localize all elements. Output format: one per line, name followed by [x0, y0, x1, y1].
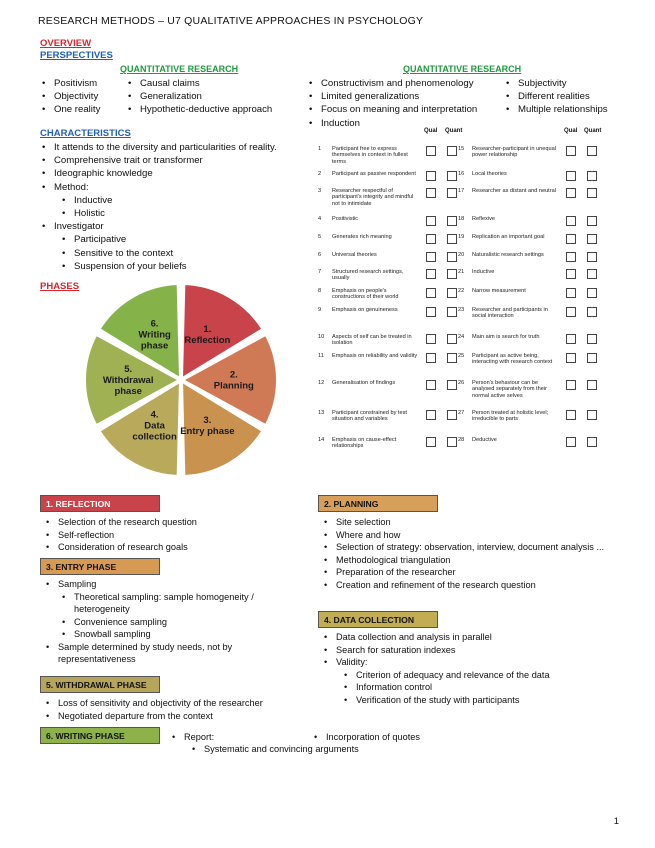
quant-checkbox[interactable] — [587, 410, 597, 420]
list-item: • Report: — [172, 731, 214, 744]
list-item: • Selection of the research question — [46, 516, 306, 529]
list-item: • Subjectivity — [506, 77, 608, 90]
checklist-row-text: Generates rich meaning — [332, 234, 392, 240]
checklist-row-number: 13 — [318, 410, 325, 416]
wheel-label: 5. Withdrawal phase — [102, 364, 154, 397]
page-number: 1 — [613, 816, 619, 827]
checklist-row-number: 7 — [318, 269, 322, 275]
phases-heading: PHASES — [40, 281, 80, 292]
checklist-row-text: Participant free to express themselves in context in fullest terms — [332, 146, 408, 165]
checklist-row-number: 26 — [458, 380, 465, 386]
checklist-row-text: Main aim is search for truth — [472, 334, 540, 340]
qual-checkbox[interactable] — [426, 171, 436, 181]
checklist-row-number: 18 — [458, 216, 465, 222]
characteristics-heading: CHARACTERISTICS — [40, 128, 131, 139]
quantitative-heading: QUANTITATIVE RESEARCH — [120, 64, 239, 74]
qual-checkbox[interactable] — [426, 437, 436, 447]
checklist-row-text: Participant constrained by test situation and variables — [332, 410, 407, 423]
list-item: • Site selection — [324, 516, 624, 529]
list-item: • Loss of sensitivity and objectivity of the researcher — [46, 697, 308, 710]
list-item: • Creation and refinement of the research question — [324, 579, 624, 592]
checklist-row-number: 15 — [458, 146, 465, 152]
list-item: • Convenience sampling — [62, 616, 304, 629]
checklist-row-number: 20 — [458, 252, 465, 258]
checklist-row-text: Researcher respectful of participant's integrity and mindful not to intimidate — [332, 188, 414, 207]
checklist-row-number: 1 — [318, 146, 322, 152]
planning-list — [324, 516, 624, 591]
method-sublist-wrap — [42, 194, 307, 220]
list-item: • Multiple relationships — [506, 103, 608, 116]
qualitative-heading: QUANTITATIVE RESEARCH — [403, 64, 522, 74]
checklist-row-text: Structured research settings, usually — [332, 269, 404, 282]
wheel-label: 6. Writing phase — [138, 318, 171, 352]
list-item: • Search for saturation indexes — [324, 644, 624, 657]
list-item: • Focus on meaning and interpretation — [309, 103, 477, 116]
wheel-label: 3. Entry phase — [180, 415, 235, 438]
qual-checkbox[interactable] — [426, 307, 436, 317]
list-item: • Sensitive to the context — [62, 247, 307, 260]
list-item: • Sampling — [46, 578, 304, 591]
checklist-row-text: Emphasis on reliability and validity — [332, 353, 418, 359]
entry-list — [46, 578, 304, 666]
overview-heading: OVERVIEW — [40, 38, 92, 49]
list-item: • Hypothetic-deductive approach — [128, 103, 272, 116]
checklist-row-text: Participant as passive respondent — [332, 171, 416, 177]
quant-checkbox[interactable] — [447, 307, 457, 317]
list-item: • Holistic — [62, 207, 307, 220]
quant-checkbox[interactable] — [447, 269, 457, 279]
checklist-row-text: Emphasis on people's constructions of their world — [332, 288, 399, 301]
reflection-list — [46, 516, 306, 554]
list-item: • Selection of strategy: observation, interview, document analysis ... — [324, 541, 624, 554]
perspectives-heading: PERSPECTIVES — [40, 50, 113, 61]
list-item: • Self-reflection — [46, 529, 306, 542]
checklist-row-number: 3 — [318, 188, 322, 194]
phases-wheel — [76, 280, 286, 480]
qual-quant-checklist — [316, 128, 621, 468]
column-header-qual: Qual — [424, 128, 438, 134]
checklist-row-number: 17 — [458, 188, 465, 194]
list-item: • Verification of the study with participants — [344, 694, 624, 707]
withdrawal-list — [46, 697, 308, 722]
checklist-row-number: 5 — [318, 234, 322, 240]
document-title: RESEARCH METHODS – U7 QUALITATIVE APPROACHES IN PSYCHOLOGY — [38, 15, 424, 27]
checklist-row-text: Researcher as distant and neutral — [472, 188, 556, 194]
quant-checkbox[interactable] — [587, 188, 597, 198]
checklist-row-text: Inductive — [472, 269, 495, 275]
checklist-row-number: 8 — [318, 288, 322, 294]
qual-checkbox[interactable] — [566, 353, 576, 363]
checklist-row-number: 10 — [318, 334, 325, 340]
qual-checkbox[interactable] — [426, 288, 436, 298]
quant-checkbox[interactable] — [587, 307, 597, 317]
column-header-quant: Quant — [445, 128, 463, 134]
quant-checkbox[interactable] — [447, 188, 457, 198]
qual-checkbox[interactable] — [426, 216, 436, 226]
checklist-row-number: 14 — [318, 437, 325, 443]
quant-checkbox[interactable] — [447, 437, 457, 447]
checklist-row-text: Reflexive — [472, 216, 496, 222]
checklist-row-text: Positivistic — [332, 216, 359, 222]
qual-checkbox[interactable] — [426, 146, 436, 156]
list-item: • Criterion of adequacy and relevance of the data — [344, 669, 624, 682]
list-item: • Limited generalizations — [309, 90, 477, 103]
qual-checkbox[interactable] — [566, 234, 576, 244]
quant-checkbox[interactable] — [587, 234, 597, 244]
writing-report-list — [172, 731, 214, 744]
quant-list-1 — [42, 77, 100, 117]
writing-report-sublist — [192, 743, 359, 756]
checklist-row-text: Local theories — [472, 171, 507, 177]
quant-checkbox[interactable] — [447, 146, 457, 156]
checklist-row-text: Emphasis on genuineness — [332, 307, 398, 313]
quant-checkbox[interactable] — [587, 252, 597, 262]
planning-tag: 2. PLANNING — [318, 495, 438, 512]
qual-checkbox[interactable] — [566, 307, 576, 317]
checklist-row-number: 24 — [458, 334, 465, 340]
list-item: • Generalization — [128, 90, 272, 103]
sampling-sublist-wrap — [46, 591, 304, 641]
qual-checkbox[interactable] — [426, 234, 436, 244]
writing-quotes-list — [314, 731, 420, 744]
list-item: • Theoretical sampling: sample homogeneity / heterogeneity — [62, 591, 304, 616]
checklist-row-number: 23 — [458, 307, 465, 313]
quant-checkbox[interactable] — [587, 334, 597, 344]
list-item: • One reality — [42, 103, 100, 116]
list-item: • Investigator — [42, 220, 307, 233]
qual-checkbox[interactable] — [566, 380, 576, 390]
entry-phase-tag: 3. ENTRY PHASE — [40, 558, 160, 575]
quant-checkbox[interactable] — [587, 437, 597, 447]
quant-checkbox[interactable] — [587, 146, 597, 156]
list-item: • Objectivity — [42, 90, 100, 103]
qual-checkbox[interactable] — [426, 353, 436, 363]
checklist-row-number: 22 — [458, 288, 465, 294]
list-item: • Incorporation of quotes — [314, 731, 420, 744]
checklist-row-text: Person treated at holistic level; irreducible to parts — [472, 410, 549, 423]
checklist-row-number: 4 — [318, 216, 322, 222]
quant-checkbox[interactable] — [587, 216, 597, 226]
investigator-sublist-wrap — [42, 233, 307, 273]
characteristics-list — [42, 141, 307, 273]
list-item: • Ideographic knowledge — [42, 167, 307, 180]
data-collection-tag: 4. DATA COLLECTION — [318, 611, 438, 628]
checklist-row-text: Naturalistic research settings — [472, 252, 544, 258]
checklist-row-number: 19 — [458, 234, 465, 240]
qual-checkbox[interactable] — [566, 410, 576, 420]
qual-list-2 — [506, 77, 608, 117]
list-item: • Methodological triangulation — [324, 554, 624, 567]
list-item: • Negotiated departure from the context — [46, 710, 308, 723]
checklist-row-number: 6 — [318, 252, 322, 258]
list-item: • Data collection and analysis in parallel — [324, 631, 624, 644]
quant-checkbox[interactable] — [447, 410, 457, 420]
list-item: • Positivism — [42, 77, 100, 90]
quant-checkbox[interactable] — [447, 216, 457, 226]
quant-checkbox[interactable] — [447, 334, 457, 344]
list-item: • Causal claims — [128, 77, 272, 90]
checklist-row-number: 27 — [458, 410, 465, 416]
list-item: • Induction — [309, 117, 477, 130]
checklist-row-number: 21 — [458, 269, 465, 275]
list-item: • Different realities — [506, 90, 608, 103]
checklist-row-text: Person's behaviour can be analysed separately from their normal active selves — [472, 380, 547, 399]
qual-checkbox[interactable] — [426, 334, 436, 344]
data-collection-list — [324, 631, 624, 706]
qual-checkbox[interactable] — [426, 410, 436, 420]
checklist-row-text: Replication an important goal — [472, 234, 545, 240]
list-item: • Information control — [344, 681, 624, 694]
checklist-row-number: 12 — [318, 380, 325, 386]
checklist-row-number: 25 — [458, 353, 465, 359]
list-item: • Where and how — [324, 529, 624, 542]
checklist-row-text: Researcher and participants in social interaction — [472, 307, 548, 320]
checklist-row-text: Aspects of self can be treated in isolation — [332, 334, 412, 347]
qual-checkbox[interactable] — [426, 380, 436, 390]
quant-checkbox[interactable] — [587, 353, 597, 363]
qual-checkbox[interactable] — [426, 252, 436, 262]
quant-checkbox[interactable] — [587, 380, 597, 390]
checklist-row-number: 2 — [318, 171, 322, 177]
quant-checkbox[interactable] — [447, 288, 457, 298]
checklist-row-text: Emphasis on cause-effect relationships — [332, 437, 397, 450]
checklist-row-text: Researcher-participant in unequal power relationship — [472, 146, 556, 159]
checklist-row-number: 11 — [318, 353, 324, 359]
checklist-row-text: Participant as active being, interacting with research context — [472, 353, 553, 366]
quant-checkbox[interactable] — [447, 353, 457, 363]
list-item: • Preparation of the researcher — [324, 566, 624, 579]
qual-checkbox[interactable] — [566, 269, 576, 279]
list-item: • Participative — [62, 233, 307, 246]
quant-checkbox[interactable] — [587, 288, 597, 298]
qual-checkbox[interactable] — [566, 288, 576, 298]
list-item: • Consideration of research goals — [46, 541, 306, 554]
checklist-row-number: 9 — [318, 307, 322, 313]
qual-checkbox[interactable] — [566, 252, 576, 262]
list-item: • Sample determined by study needs, not by representativeness — [46, 641, 304, 666]
qual-checkbox[interactable] — [566, 437, 576, 447]
qual-checkbox[interactable] — [426, 269, 436, 279]
checklist-row-text: Universal theories — [332, 252, 377, 258]
checklist-row-number: 28 — [458, 437, 465, 443]
wheel-label: 2. Planning — [213, 369, 254, 392]
quant-list-2 — [128, 77, 272, 117]
checklist-row-text: Generalisation of findings — [332, 380, 396, 386]
withdrawal-phase-tag: 5. WITHDRAWAL PHASE — [40, 676, 160, 693]
qual-checkbox[interactable] — [566, 171, 576, 181]
quant-checkbox[interactable] — [447, 252, 457, 262]
qual-list-1 — [309, 77, 477, 130]
list-item: • It attends to the diversity and particularities of reality. — [42, 141, 307, 154]
list-item: • Snowball sampling — [62, 628, 304, 641]
quant-checkbox[interactable] — [587, 171, 597, 181]
column-header-qual: Qual — [564, 128, 578, 134]
checklist-row-number: 16 — [458, 171, 465, 177]
column-header-quant: Quant — [584, 128, 602, 134]
qual-checkbox[interactable] — [426, 188, 436, 198]
wheel-label: 4. Data collection — [132, 409, 177, 443]
qual-checkbox[interactable] — [566, 216, 576, 226]
reflection-tag: 1. REFLECTION — [40, 495, 160, 512]
checklist-row-text: Deductive — [472, 437, 497, 443]
list-item: • Systematic and convincing arguments — [192, 743, 359, 756]
qual-checkbox[interactable] — [566, 146, 576, 156]
qual-checkbox[interactable] — [566, 188, 576, 198]
list-item: • Inductive — [62, 194, 307, 207]
list-item: • Validity: — [324, 656, 624, 669]
validity-sublist-wrap — [324, 669, 624, 707]
list-item: • Comprehensive trait or transformer — [42, 154, 307, 167]
quant-checkbox[interactable] — [447, 234, 457, 244]
list-item: • Constructivism and phenomenology — [309, 77, 477, 90]
qual-checkbox[interactable] — [566, 334, 576, 344]
quant-checkbox[interactable] — [447, 380, 457, 390]
list-item: • Suspension of your beliefs — [62, 260, 307, 273]
quant-checkbox[interactable] — [587, 269, 597, 279]
checklist-row-text: Narrow measurement — [472, 288, 526, 294]
list-item: • Method: — [42, 181, 307, 194]
wheel-label: 1. Reflection — [184, 323, 231, 346]
writing-phase-tag: 6. WRITING PHASE — [40, 727, 160, 744]
quant-checkbox[interactable] — [447, 171, 457, 181]
